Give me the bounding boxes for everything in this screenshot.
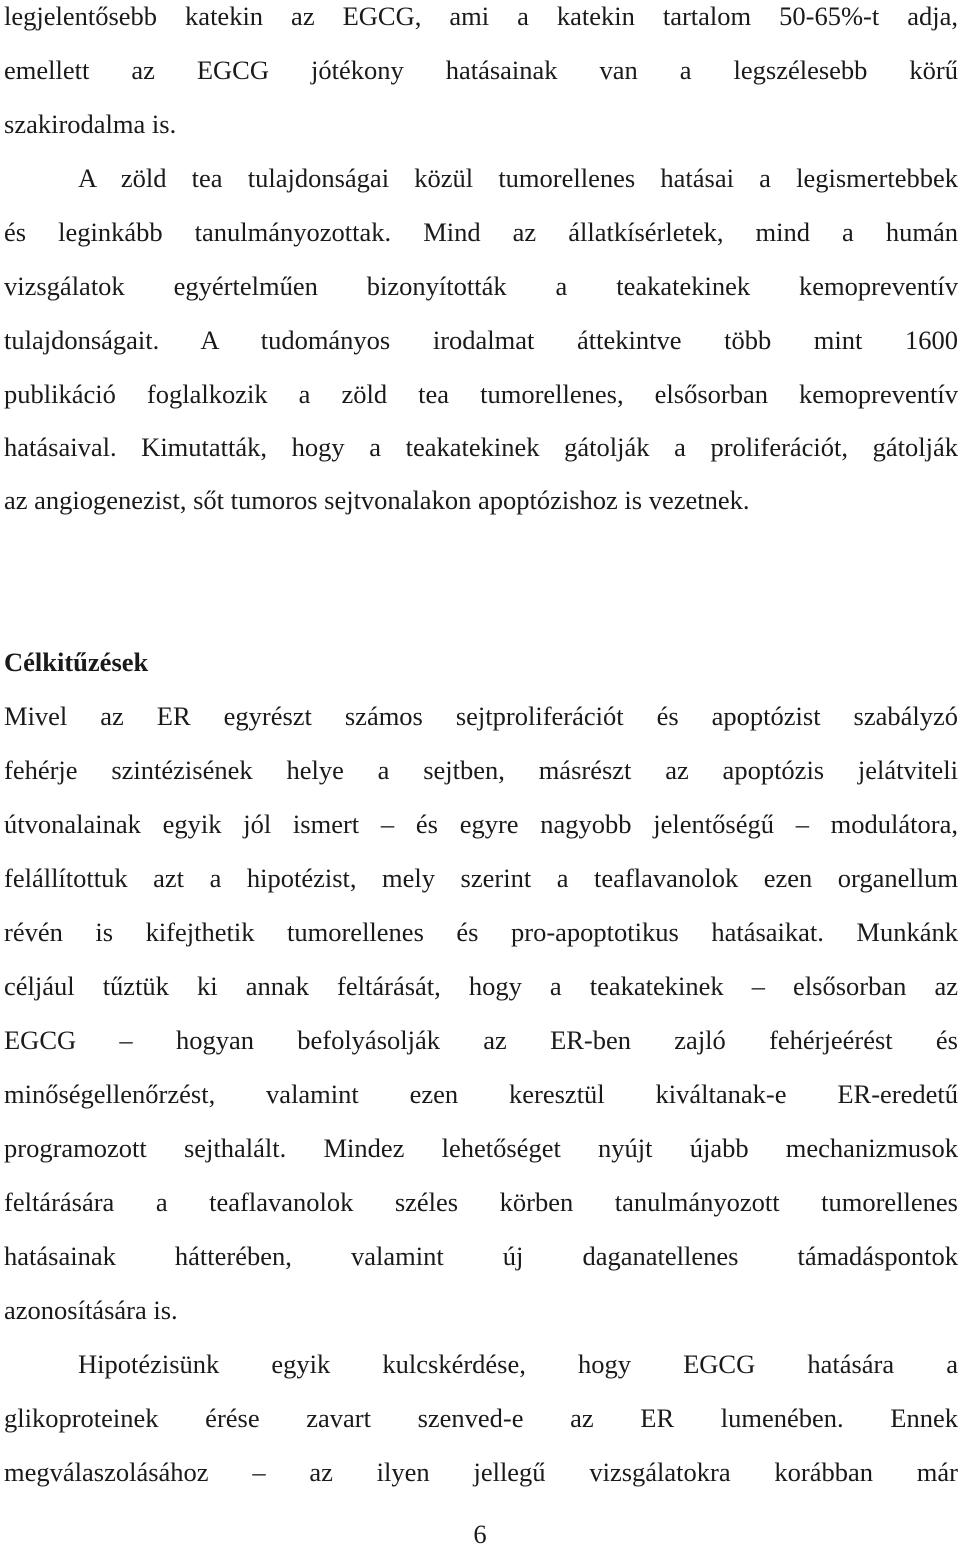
paragraph-line: hatásaival. Kimutatták, hogy a teakatekinek gátolják a proliferációt, gátolják xyxy=(4,432,958,462)
paragraph-line: az angiogenezist, sőt tumoros sejtvonalakon apoptózishoz is vezetnek. xyxy=(4,485,750,515)
paragraph-line: EGCG – hogyan befolyásolják az ER-ben zajló fehérjeérést és xyxy=(4,1025,958,1055)
paragraph-line: glikoproteinek érése zavart szenved-e az ER lumenében. Ennek xyxy=(4,1403,958,1433)
paragraph-line: és leginkább tanulmányozottak. Mind az állatkísérletek, mind a humán xyxy=(4,217,958,247)
paragraph-line: fehérje szintézisének helye a sejtben, másrészt az apoptózis jelátviteli xyxy=(4,755,958,785)
paragraph-line: emellett az EGCG jótékony hatásainak van a legszélesebb körű xyxy=(4,55,958,85)
paragraph-line: révén is kifejthetik tumorellenes és pro-apoptotikus hatásaikat. Munkánk xyxy=(4,917,958,947)
paragraph-line: tulajdonságait. A tudományos irodalmat áttekintve több mint 1600 xyxy=(4,325,958,355)
paragraph-line: A zöld tea tulajdonságai közül tumorellenes hatásai a legismertebbek xyxy=(78,163,958,193)
paragraph-line: szakirodalma is. xyxy=(4,109,177,139)
paragraph-line: vizsgálatok egyértelműen bizonyították a teakatekinek kemopreventív xyxy=(4,271,958,301)
paragraph-line: minőségellenőrzést, valamint ezen keresztül kiváltanak-e ER-eredetű xyxy=(4,1079,958,1109)
paragraph-line: programozott sejthalált. Mindez lehetőséget nyújt újabb mechanizmusok xyxy=(4,1133,958,1163)
paragraph-line: Hipotézisünk egyik kulcskérdése, hogy EGCG hatására a xyxy=(78,1349,958,1379)
paragraph-line: Mivel az ER egyrészt számos sejtproliferációt és apoptózist szabályzó xyxy=(4,701,958,731)
paragraph-line: megválaszolásához – az ilyen jellegű vizsgálatokra korábban már xyxy=(4,1457,958,1487)
paragraph-line: legjelentősebb katekin az EGCG, ami a katekin tartalom 50-65%-t adja, xyxy=(4,1,958,31)
paragraph-line: céljául tűztük ki annak feltárását, hogy a teakatekinek – elsősorban az xyxy=(4,971,958,1001)
section-heading: Célkitűzések xyxy=(4,647,149,677)
paragraph-line: publikáció foglalkozik a zöld tea tumorellenes, elsősorban kemopreventív xyxy=(4,379,958,409)
paragraph-line: felállítottuk azt a hipotézist, mely szerint a teaflavanolok ezen organellum xyxy=(4,863,958,893)
paragraph-line: feltárására a teaflavanolok széles körben tanulmányozott tumorellenes xyxy=(4,1187,958,1217)
paragraph-line: útvonalainak egyik jól ismert – és egyre nagyobb jelentőségű – modulátora, xyxy=(4,809,958,839)
page-number: 6 xyxy=(473,1519,487,1549)
paragraph-line: hatásainak hátterében, valamint új daganatellenes támadáspontok xyxy=(4,1241,958,1271)
paragraph-line: azonosítására is. xyxy=(4,1295,178,1325)
